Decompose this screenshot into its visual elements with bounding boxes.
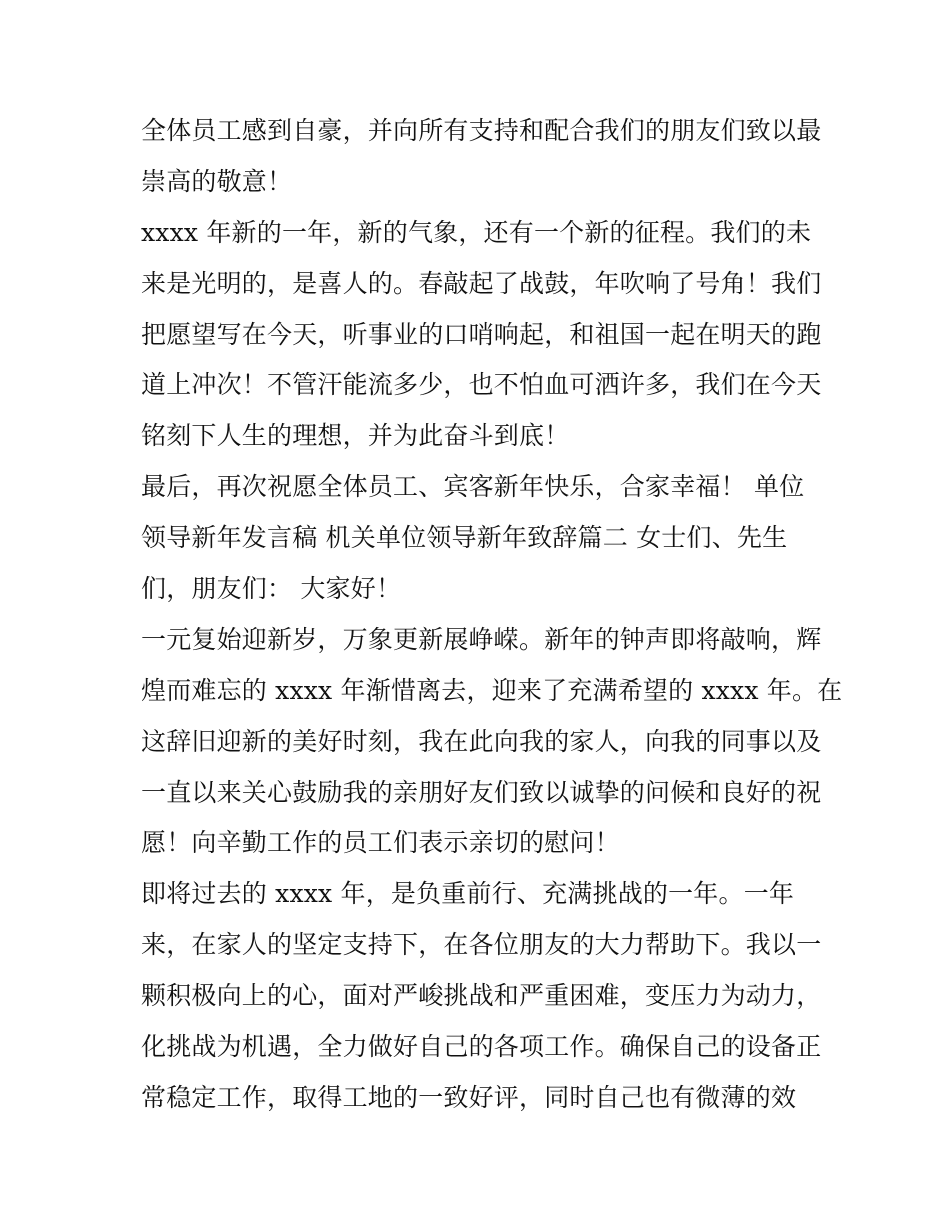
- text-line: 化挑战为机遇，全力做好自己的各项工作。确保自己的设备正: [141, 1032, 822, 1062]
- text-line: 来是光明的，是喜人的。春敲起了战鼓，年吹响了号角！我们: [141, 268, 822, 298]
- text-line: 一直以来关心鼓励我的亲朋好友们致以诚挚的问候和良好的祝: [141, 777, 822, 807]
- text-line: 最后，再次祝愿全体员工、宾客新年快乐，合家幸福！ 单位: [141, 472, 805, 502]
- text-line: 即将过去的 xxxx 年，是负重前行、充满挑战的一年。一年: [141, 879, 795, 909]
- text-line: 颗积极向上的心，面对严峻挑战和严重困难，变压力为动力，: [141, 981, 822, 1011]
- text-line: 们，朋友们： 大家好！: [141, 574, 402, 604]
- text-line: 领导新年发言稿 机关单位领导新年致辞篇二 女士们、先生: [141, 523, 788, 553]
- document-body: [141, 106, 843, 1124]
- text-line: 全体员工感到自豪，并向所有支持和配合我们的朋友们致以最: [141, 116, 822, 145]
- text-line: 把愿望写在今天，听事业的口哨响起，和祖国一起在明天的跑: [141, 319, 822, 349]
- text-line: 铭刻下人生的理想，并为此奋斗到底！: [141, 421, 570, 451]
- text-line: 煌而难忘的 xxxx 年渐惜离去，迎来了充满希望的 xxxx 年。在: [141, 675, 843, 705]
- text-line: 道上冲次！不管汗能流多少，也不怕血可洒许多，我们在今天: [141, 370, 822, 400]
- text-line: 这辞旧迎新的美好时刻，我在此向我的家人，向我的同事以及: [141, 726, 822, 756]
- text-line: 常稳定工作，取得工地的一致好评，同时自己也有微薄的效: [141, 1082, 797, 1112]
- text-line: 愿！向辛勤工作的员工们表示亲切的慰问！: [141, 828, 620, 858]
- text-line: 一元复始迎新岁，万象更新展峥嵘。新年的钟声即将敲响，辉: [141, 624, 822, 654]
- text-line: xxxx 年新的一年，新的气象，还有一个新的征程。我们的未: [141, 217, 812, 247]
- text-line: 来，在家人的坚定支持下，在各位朋友的大力帮助下。我以一: [141, 930, 822, 960]
- text-line: 崇高的敬意！: [141, 166, 293, 196]
